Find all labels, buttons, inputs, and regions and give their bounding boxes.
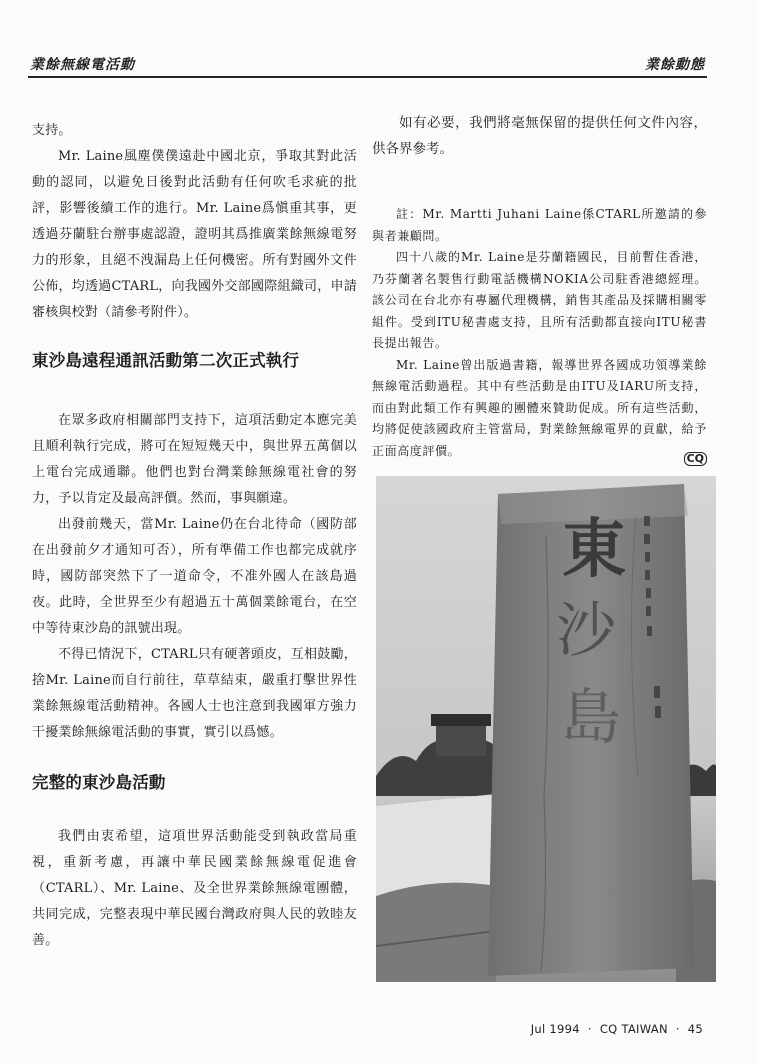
issue-date: Jul 1994 (530, 1022, 580, 1036)
section-heading-complete-activity: 完整的東沙島活動 (32, 773, 166, 792)
monument-char-1: 東 (562, 512, 626, 587)
body-paragraph: 在眾多政府相關部門支持下，這項活動定本應完美且順利執行完成，將可在短短幾天中，與世界五萬個以上電台完成通聯。他們也對台灣業餘無線電社會的努力，予以肯定及最高評價。然而，事與願違。 (32, 413, 357, 506)
note-paragraph: 註：Mr. Martti Juhani Laine係CTARL所邀請的參與者兼顧問。 (372, 207, 707, 243)
monument-photo (376, 476, 716, 982)
monument-char-3: 島 (561, 683, 621, 753)
right-column (372, 110, 707, 465)
body-paragraph: 我們由衷希望，這項世界活動能受到執政當局重視，重新考慮，再讓中華民國業餘無線電促進會（CTARL）、Mr. Laine、及全世界業餘無線電團體，共同完成，完整表現中華民國台灣政府與人民的敦睦友善。 (32, 829, 357, 948)
section-title-right: 業餘動態 (645, 57, 705, 73)
magazine-name: CQ TAIWAN (599, 1022, 668, 1036)
body-paragraph: 出發前幾天，當Mr. Laine仍在台北待命（國防部在出發前夕才通知可否），所有準備工作也都完成就序時，國防部突然下了一道命令，不准外國人在該島過夜。此時，全世界至少有超過五十萬個業餘電台，在空中等待東沙島的訊號出現。 (32, 517, 357, 636)
note-paragraph: 四十八歲的Mr. Laine是芬蘭籍國民，目前暫住香港，乃芬蘭著名製售行動電話機構NOKIA公司駐香港總經理。該公司在台北亦有專屬代理機構，銷售其產品及採購相關零組件。受到ITU秘書處支持，且所有活動都直接向ITU秘書長提出報告。 (372, 250, 707, 350)
notes-block (372, 204, 707, 462)
intro-paragraph: Mr. Laine風塵僕僕遠赴中國北京，爭取其對此活動的認同，以避免日後對此活動有任何吹毛求疵的批評，影響後續工作的進行。Mr. Laine爲愼重其事，更透過芬蘭駐台辦事處認證，證明其爲推廣業餘無線電努力的形象，且絕不洩漏島上任何機密。所有對國外文件公佈，均透過CTARL，向我國外交部國際組織司，申請審核與校對（請參考附件）。 (32, 149, 357, 320)
note-paragraph: Mr. Laine曾出版過書籍，報導世界各國成功領導業餘無線電活動過程。其中有些活動是由ITU及IARU所支持，而由對此類工作有興趣的團體來贊助促成。所有這些活動，均將促使該國政府主管當局，對業餘無線電界的貢獻，給予正面高度評價。 (372, 357, 707, 458)
lead-paragraph: 如有必要，我們將毫無保留的提供任何文件內容，供各界參考。 (372, 115, 707, 157)
cq-end-mark: CQ (684, 452, 707, 466)
intro-paragraph: 支持。 (32, 123, 72, 138)
monument-photo-graphic (376, 476, 716, 982)
footer-separator: · (587, 1022, 592, 1036)
section-title-left: 業餘無線電活動 (30, 57, 135, 73)
running-head (28, 50, 707, 78)
footer-separator: · (675, 1022, 680, 1036)
left-column (32, 118, 357, 954)
page-footer (529, 1022, 705, 1036)
body-paragraph: 不得已情況下，CTARL只有硬著頭皮，互相鼓勵，捨Mr. Laine而自行前往，草草結束，嚴重打擊世界性業餘無線電活動精神。各國人士也注意到我國軍方強力干擾業餘無線電活動的事實，實引以爲憾。 (32, 647, 357, 740)
page-number: 45 (687, 1022, 703, 1036)
section-heading-remote-comms: 東沙島遠程通訊活動第二次正式執行 (32, 351, 300, 370)
monument-char-2: 沙 (556, 596, 616, 666)
